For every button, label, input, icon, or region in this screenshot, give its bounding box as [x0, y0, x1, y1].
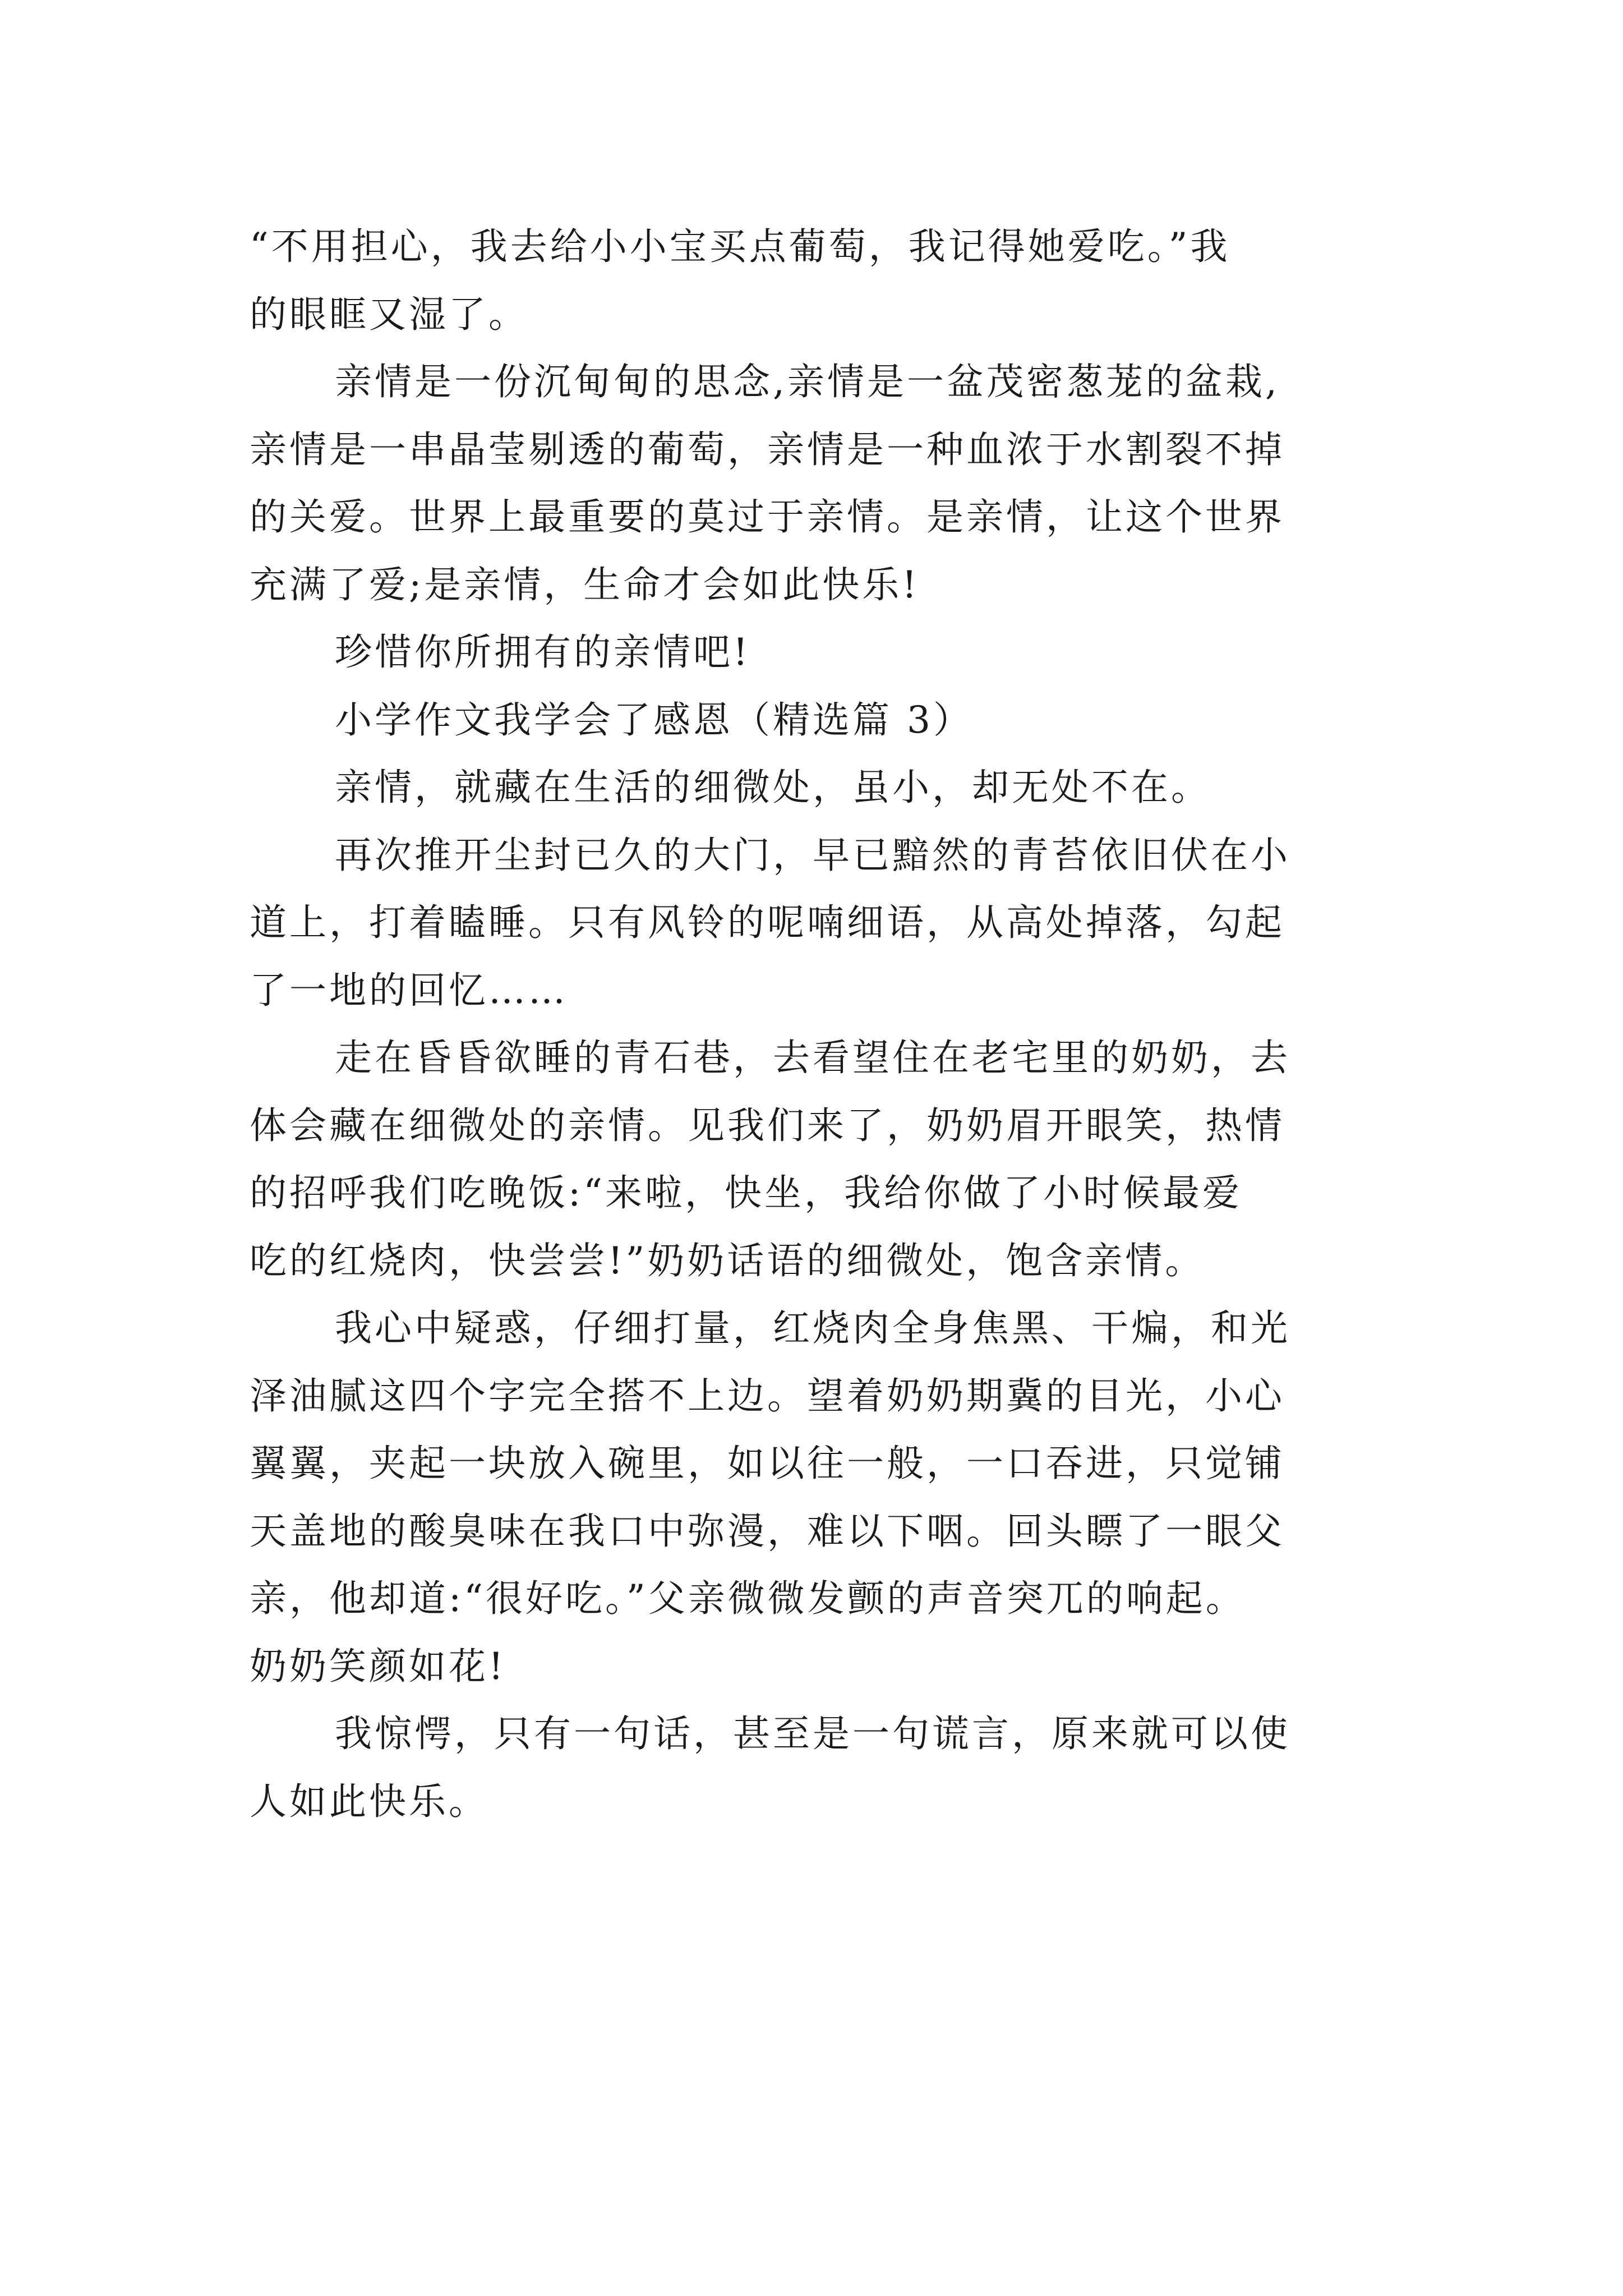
text-line: 道上，打着瞌睡。只有风铃的呢喃细语，从高处掉落，勾起	[250, 901, 1285, 944]
text-line: 小学作文我学会了感恩（精选篇 3）	[335, 698, 973, 742]
text-line: 亲，他却道:“很好吃。”父亲微微发颤的声音突兀的响起。	[250, 1577, 1246, 1620]
text-line: 泽油腻这四个字完全搭不上边。望着奶奶期冀的目光，小心	[250, 1374, 1285, 1418]
text-line: 充满了爱;是亲情，生命才会如此快乐!	[250, 563, 920, 606]
text-line: 的关爱。世界上最重要的莫过于亲情。是亲情，让这个世界	[250, 495, 1285, 539]
text-line: 走在昏昏欲睡的青石巷，去看望住在老宅里的奶奶，去	[335, 1036, 1290, 1079]
paragraph	[250, 754, 1405, 822]
text-line: 翼翼，夹起一块放入碗里，如以往一般，一口吞进，只觉铺	[250, 1442, 1285, 1485]
paragraph	[250, 822, 1405, 1025]
paragraph	[250, 213, 1405, 348]
text-line: 人如此快乐。	[250, 1779, 488, 1823]
text-line: 了一地的回忆……	[250, 968, 568, 1012]
document-body	[250, 213, 1405, 1835]
paragraph	[250, 348, 1405, 619]
paragraph	[250, 619, 1405, 687]
paragraph	[250, 1295, 1405, 1700]
text-line: 亲情是一串晶莹剔透的葡萄，亲情是一种血浓于水割裂不掉	[250, 427, 1285, 471]
section-heading	[250, 687, 1405, 754]
text-line: 吃的红烧肉，快尝尝!”奶奶话语的细微处，饱含亲情。	[250, 1239, 1205, 1282]
text-line: 天盖地的酸臭味在我口中弥漫，难以下咽。回头瞟了一眼父	[250, 1509, 1285, 1553]
text-line: 体会藏在细微处的亲情。见我们来了，奶奶眉开眼笑，热情	[250, 1103, 1285, 1147]
text-line: 的眼眶又湿了。	[250, 292, 528, 336]
text-line: 奶奶笑颜如花!	[250, 1644, 506, 1688]
text-line: “不用担心，我去给小小宝买点葡萄，我记得她爱吃。”我	[250, 225, 1230, 268]
paragraph	[250, 1024, 1405, 1295]
text-line: 亲情，就藏在生活的细微处，虽小，却无处不在。	[335, 766, 1211, 809]
text-line: 的招呼我们吃晚饭:“来啦，快坐，我给你做了小时候最爱	[250, 1171, 1242, 1214]
text-line: 我心中疑惑，仔细打量，红烧肉全身焦黑、干煸，和光	[335, 1306, 1290, 1350]
text-line: 亲情是一份沉甸甸的思念,亲情是一盆茂密葱茏的盆栽,	[335, 360, 1280, 403]
paragraph	[250, 1700, 1405, 1835]
text-line: 再次推开尘封已久的大门，早已黯然的青苔依旧伏在小	[335, 833, 1290, 877]
text-line: 我惊愕，只有一句话，甚至是一句谎言，原来就可以使	[335, 1712, 1290, 1755]
text-line: 珍惜你所拥有的亲情吧!	[335, 631, 751, 674]
